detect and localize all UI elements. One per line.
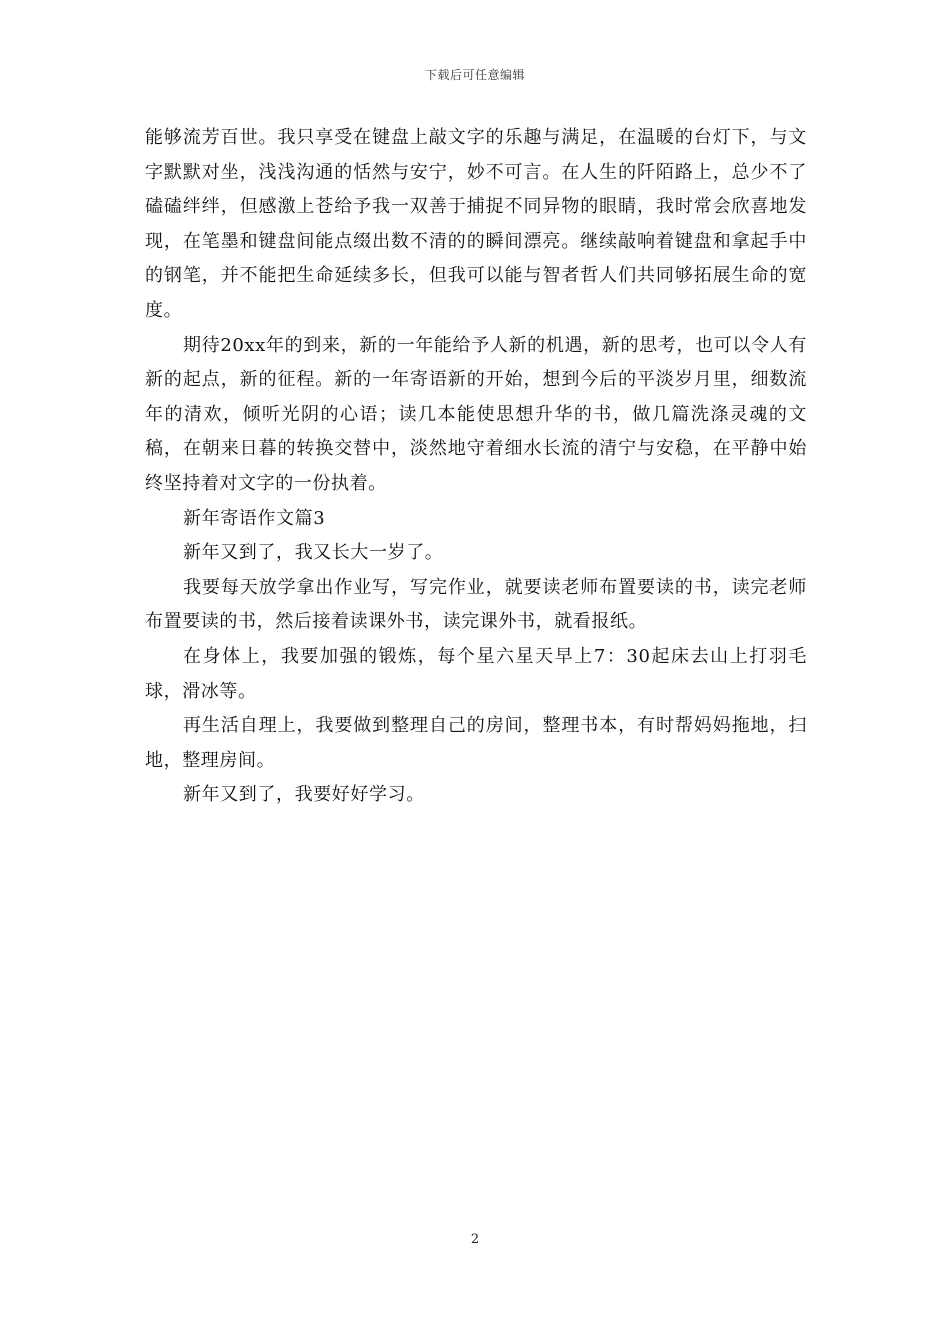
page-header: 下载后可任意编辑 — [424, 68, 525, 82]
paragraph-continued: 能够流芳百世。我只享受在键盘上敲文字的乐趣与满足，在温暖的台灯下，与文字默默对坐，浅浅沟通的恬然与安宁，妙不可言。在人生的阡陌路上，总少不了磕磕绊绊，但感激上苍给予我一双善于捕捉不同异物的眼睛，我时常会欣喜地发现，在笔墨和键盘间能点缀出数不清的的瞬间漂亮。继续敲响着键盘和拿起手中的钢笔，并不能把生命延续多长，但我可以能与智者哲人们共同够拓展生命的宽度。 — [145, 127, 807, 321]
paragraph: 再生活自理上，我要做到整理自己的房间，整理书本，有时帮妈妈拖地，扫地，整理房间。 — [145, 715, 807, 771]
paragraph: 期待20xx年的到来，新的一年能给予人新的机遇，新的思考，也可以令人有新的起点，新的征程。新的一年寄语新的开始，想到今后的平淡岁月里，细数流年的清欢，倾听光阴的心语；读几本能使思想升华的书，做几篇洗涤灵魂的文稿，在朝来日暮的转换交替中，淡然地守着细水长流的清宁与安稳，在平静中始终坚持着对文字的一份执着。 — [145, 334, 807, 494]
paragraph: 我要每天放学拿出作业写，写完作业，就要读老师布置要读的书，读完老师布置要读的书，然后接着读课外书，读完课外书，就看报纸。 — [145, 576, 807, 633]
paragraph: 新年又到了，我要好好学习。 — [183, 784, 425, 806]
section-heading: 新年寄语作文篇3 — [183, 507, 326, 529]
document-body — [145, 121, 807, 813]
page-number: 2 — [470, 1232, 480, 1247]
paragraph: 在身体上，我要加强的锻炼，每个星六星天早上7：30起床去山上打羽毛球，滑冰等。 — [145, 645, 807, 702]
paragraph: 新年又到了，我又长大一岁了。 — [183, 542, 444, 564]
